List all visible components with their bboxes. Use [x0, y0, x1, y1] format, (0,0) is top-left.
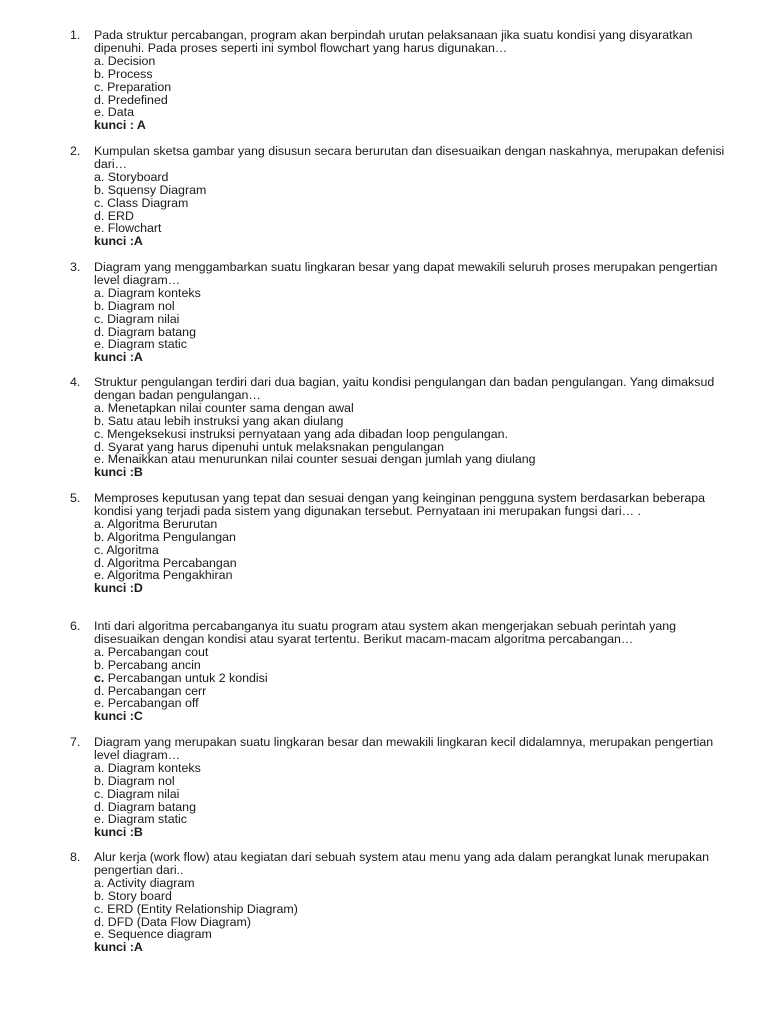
option-b: b. Diagram nol — [94, 773, 175, 788]
question-number: 3. — [70, 260, 81, 274]
option-b: b. Process — [94, 66, 153, 81]
option-e: e. Data — [94, 105, 134, 120]
option-e: e. Algoritma Pengakhiran — [94, 568, 233, 583]
option-e: e. Flowchart — [94, 221, 162, 236]
option-d: d. Predefined — [94, 92, 168, 107]
option-d: d. Syarat yang harus dipenuhi untuk melaksnakan pengulangan — [94, 439, 444, 454]
question-number: 8. — [70, 850, 81, 864]
question-number: 5. — [70, 491, 81, 505]
option-c: c. Percabangan untuk 2 kondisi — [94, 670, 268, 685]
question-text: Alur kerja (work flow) atau kegiatan dari sebuah system atau menu yang ada dalam perangkat lunak merupakan pengertian dari.. — [94, 850, 710, 877]
option-c: c. Class Diagram — [94, 195, 189, 210]
option-b: b. Diagram nol — [94, 298, 175, 313]
answer-key: kunci :B — [94, 465, 143, 480]
answer-key: kunci :B — [94, 825, 143, 840]
option-a: a. Menetapkan nilai counter sama dengan awal — [94, 400, 354, 415]
question-number: 1. — [70, 28, 81, 42]
answer-key: kunci :C — [94, 709, 143, 724]
question-1 — [70, 29, 740, 132]
option-a: a. Diagram konteks — [94, 760, 201, 775]
question-text: Diagram yang menggambarkan suatu lingkaran besar yang dapat mewakili seluruh proses merupakan pengertian level diagram… — [94, 260, 718, 287]
question-text: Kumpulan sketsa gambar yang disusun secara berurutan dan disesuaikan dengan naskahnya, merupakan defenisi dari… — [94, 144, 725, 171]
option-b: b. Squensy Diagram — [94, 182, 207, 197]
question-text: Pada struktur percabangan, program akan berpindah urutan pelaksanaan jika suatu kondisi yang disyaratkan dipenuhi. Pada proses seperti ini symbol flowchart yang harus digunakan… — [94, 28, 693, 55]
option-c: c. Algoritma — [94, 542, 159, 557]
option-d: d. DFD (Data Flow Diagram) — [94, 914, 251, 929]
option-a: a. Percabangan cout — [94, 644, 209, 659]
option-d: d. Diagram batang — [94, 799, 196, 814]
option-b: b. Algoritma Pengulangan — [94, 529, 236, 544]
option-c: c. Diagram nilai — [94, 311, 180, 326]
question-3 — [70, 261, 740, 364]
question-text: Memproses keputusan yang tepat dan sesuai dengan yang keinginan pengguna system berdasarkan beberapa kondisi yang terjadi pada sistem yang digunakan tersebut. Pernyataan ini merupakan fungsi dari… . — [94, 491, 706, 518]
option-a: a. Diagram konteks — [94, 285, 201, 300]
option-e: e. Diagram static — [94, 812, 187, 827]
question-4 — [70, 376, 740, 479]
option-d: d. Diagram batang — [94, 324, 196, 339]
answer-key: kunci :A — [94, 940, 143, 955]
answer-key: kunci :A — [94, 234, 143, 249]
option-e: e. Diagram static — [94, 337, 187, 352]
option-b: b. Satu atau lebih instruksi yang akan diulang — [94, 413, 344, 428]
question-text: Struktur pengulangan terdiri dari dua bagian, yaitu kondisi pengulangan dan badan pengulangan. Yang dimaksud dengan badan pengulangan… — [94, 375, 715, 402]
option-a: a. Decision — [94, 53, 156, 68]
option-d: d. ERD — [94, 208, 134, 223]
question-8 — [70, 851, 740, 954]
option-c: c. ERD (Entity Relationship Diagram) — [94, 901, 298, 916]
option-a: a. Storyboard — [94, 169, 169, 184]
question-number: 4. — [70, 375, 81, 389]
option-a: a. Algoritma Berurutan — [94, 516, 218, 531]
question-number: 6. — [70, 619, 81, 633]
option-e: e. Sequence diagram — [94, 927, 212, 942]
option-c: c. Preparation — [94, 79, 172, 94]
option-c: c. Diagram nilai — [94, 786, 180, 801]
option-b: b. Percabang ancin — [94, 657, 201, 672]
question-2 — [70, 145, 740, 248]
question-text: Diagram yang merupakan suatu lingkaran besar dan mewakili lingkaran kecil didalamnya, merupakan pengertian level diagram… — [94, 735, 714, 762]
question-text: Inti dari algoritma percabanganya itu suatu program atau system akan mengerjakan sebuah perintah yang disesuaikan dengan kondisi atau syarat tertentu. Berikut macam-macam algoritma percabangan… — [94, 619, 677, 646]
question-5 — [70, 492, 740, 595]
option-d: d. Algoritma Percabangan — [94, 555, 237, 570]
question-number: 7. — [70, 735, 81, 749]
option-e: e. Percabangan off — [94, 696, 199, 711]
answer-key: kunci :A — [94, 350, 143, 365]
option-c: c. Mengeksekusi instruksi pernyataan yang ada dibadan loop pengulangan. — [94, 426, 509, 441]
option-d: d. Percabangan cerr — [94, 683, 207, 698]
question-7 — [70, 736, 740, 839]
option-a: a. Activity diagram — [94, 875, 195, 890]
answer-key: kunci :D — [94, 581, 143, 596]
question-number: 2. — [70, 144, 81, 158]
option-e: e. Menaikkan atau menurunkan nilai counter sesuai dengan jumlah yang diulang — [94, 452, 536, 467]
question-6 — [70, 620, 740, 723]
answer-key: kunci : A — [94, 118, 146, 133]
option-b: b. Story board — [94, 888, 172, 903]
